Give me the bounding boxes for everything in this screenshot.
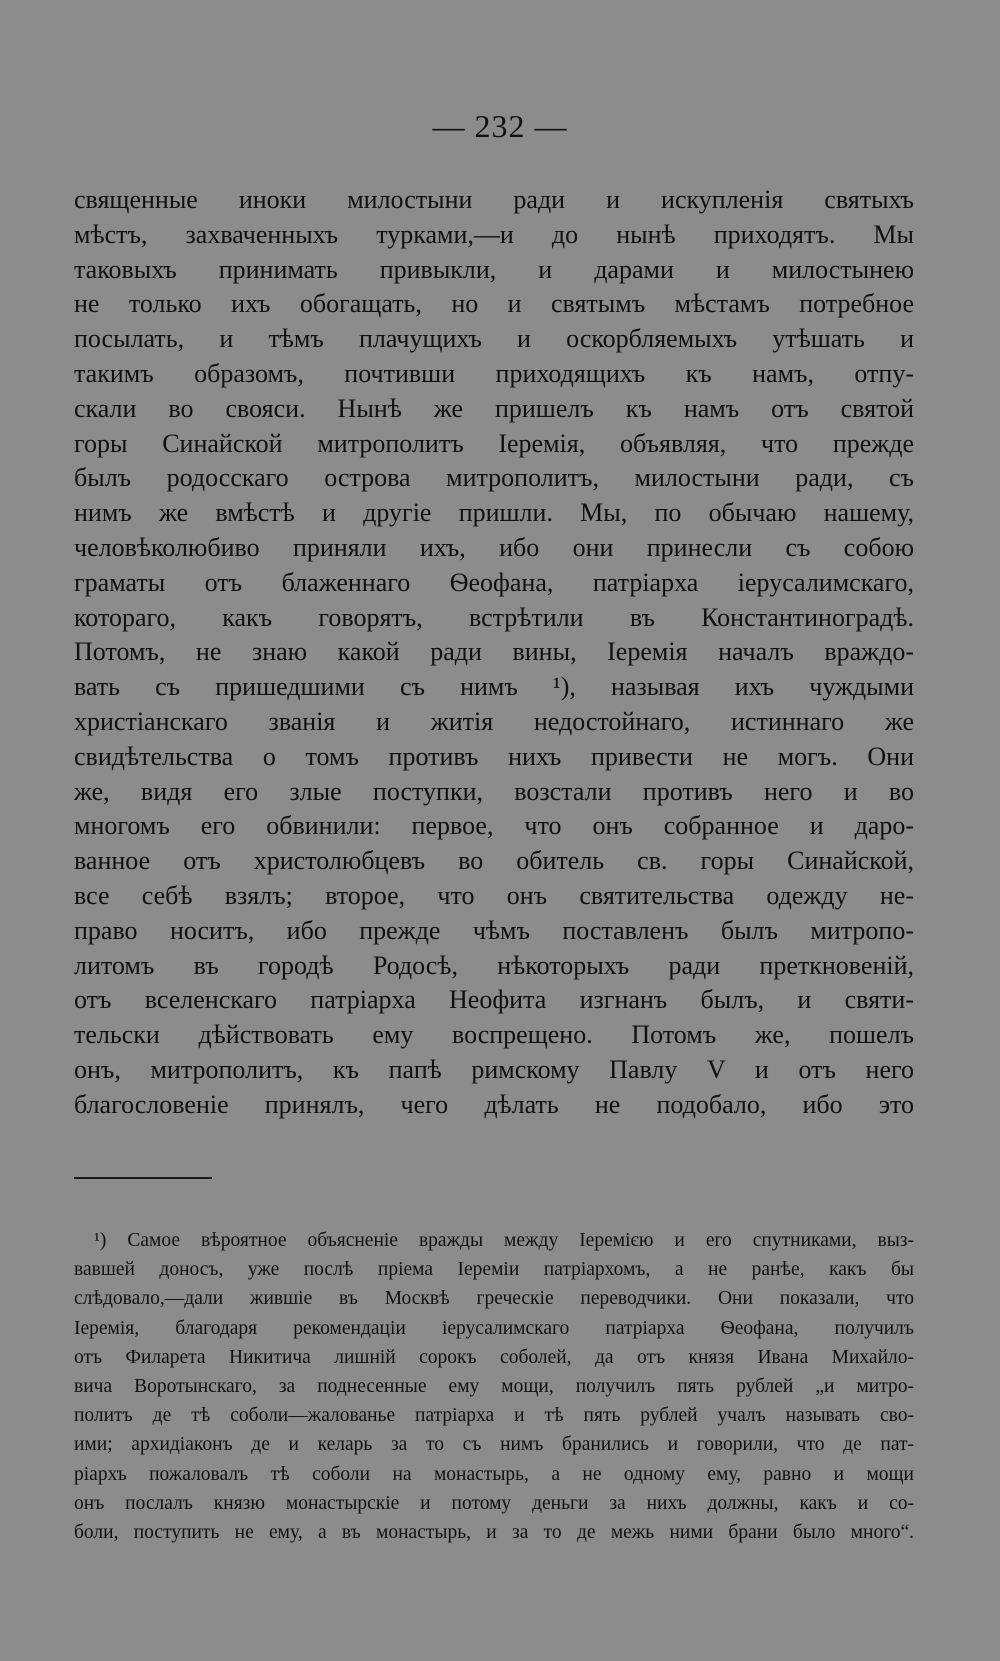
text-line: отъ вселенскаго патріарха Неофита изгнанъ былъ, и святи-	[74, 985, 914, 1015]
footnote-line: слѣдовало,—дали жившіе въ Москвѣ греческіе переводчики. Они показали, что	[74, 1288, 914, 1310]
footnote-line: боли, поступить не ему, а въ монастырь, и за то де межь ними брани было много“.	[74, 1521, 914, 1543]
footnote-line: онъ послалъ князю монастырскіе и потому деньги за нихъ должны, какъ и со-	[74, 1492, 914, 1514]
text-line: вать съ пришедшими съ нимъ ¹), называя ихъ чуждыми	[74, 672, 914, 702]
footnote-line: отъ Филарета Никитича лишній сорокъ соболей, да отъ князя Ивана Михайло-	[74, 1346, 914, 1368]
text-line: человѣколюбиво приняли ихъ, ибо они принесли съ собою	[74, 532, 914, 562]
text-line: право носитъ, ибо прежде чѣмъ поставленъ былъ митропо-	[74, 915, 914, 945]
text-line: котораго, какъ говорятъ, встрѣтили въ Константиноградѣ.	[74, 602, 914, 632]
text-line: таковыхъ принимать привыкли, и дарами и милостынею	[74, 254, 914, 284]
text-line: онъ, митрополитъ, къ папѣ римскому Павлу V и отъ него	[74, 1054, 914, 1084]
footnote-line: вича Воротынскаго, за поднесенные ему мощи, получилъ пять рублей „и митро-	[74, 1375, 914, 1397]
main-text	[74, 183, 914, 1123]
text-line: ванное отъ христолюбцевъ во обитель св. горы Синайской,	[74, 846, 914, 876]
text-line: христіанскаго званія и житія недостойнаго, истиннаго же	[74, 706, 914, 736]
footnote-line: политъ де тѣ соболи—жалованье патріарха и тѣ пять рублей учалъ называть сво-	[74, 1405, 914, 1427]
page-number: — 232 —	[432, 108, 568, 144]
text-line: благословеніе принялъ, чего дѣлать не подобало, ибо это	[74, 1089, 914, 1119]
footnote-line: ¹) Самое вѣроятное объясненіе вражды между Іеремією и его спутниками, выз-	[94, 1230, 914, 1251]
text-line: свидѣтельства о томъ противъ нихъ привести не могъ. Они	[74, 741, 914, 771]
footnote	[74, 1226, 914, 1547]
text-line: тельски дѣйствовать ему воспрещено. Потомъ же, пошелъ	[74, 1020, 914, 1050]
footnote-separator	[74, 1177, 212, 1179]
footnote-line: ріархъ пожаловалъ тѣ соболи на монастырь, а не одному ему, равно и мощи	[74, 1463, 914, 1485]
text-line: мѣстъ, захваченныхъ турками,—и до нынѣ приходятъ. Мы	[74, 219, 914, 249]
text-line: граматы отъ блаженнаго Ѳеофана, патріарха іерусалимскаго,	[74, 567, 914, 597]
text-line: Потомъ, не знаю какой ради вины, Іеремія началъ враждо-	[74, 637, 914, 667]
footnote-line: Іеремія, благодаря рекомендаціи іерусалимскаго патріарха Ѳеофана, получилъ	[74, 1317, 914, 1339]
text-line: многомъ его обвинили: первое, что онъ собранное и даро-	[74, 811, 914, 841]
text-line: нимъ же вмѣстѣ и другіе пришли. Мы, по обычаю нашему,	[74, 498, 914, 528]
text-line: все себѣ взялъ; второе, что онъ святительства одежду не-	[74, 880, 914, 910]
text-line: не только ихъ обогащать, но и святымъ мѣстамъ потребное	[74, 289, 914, 319]
text-line: священные иноки милостыни ради и искупленія святыхъ	[74, 185, 914, 214]
text-line: горы Синайской митрополитъ Іеремія, объявляя, что прежде	[74, 428, 914, 458]
text-line: такимъ образомъ, почтивши приходящихъ къ намъ, отпу-	[74, 358, 914, 388]
text-line: же, видя его злые поступки, возстали противъ него и во	[74, 776, 914, 806]
footnote-line: ими; архидіаконъ де и келарь за то съ нимъ бранились и говорили, что де пат-	[74, 1434, 914, 1456]
footnote-line: вавшей доносъ, уже послѣ пріема Іереміи патріархомъ, а не ранѣе, какъ бы	[74, 1259, 914, 1281]
text-line: литомъ въ городѣ Родосѣ, нѣкоторыхъ ради преткновеній,	[74, 950, 914, 980]
text-line: скали во свояси. Нынѣ же пришелъ къ намъ отъ святой	[74, 393, 914, 423]
text-line: посылать, и тѣмъ плачущихъ и оскорбляемыхъ утѣшать и	[74, 324, 914, 354]
text-line: былъ родосскаго острова митрополитъ, милостыни ради, съ	[74, 463, 914, 493]
